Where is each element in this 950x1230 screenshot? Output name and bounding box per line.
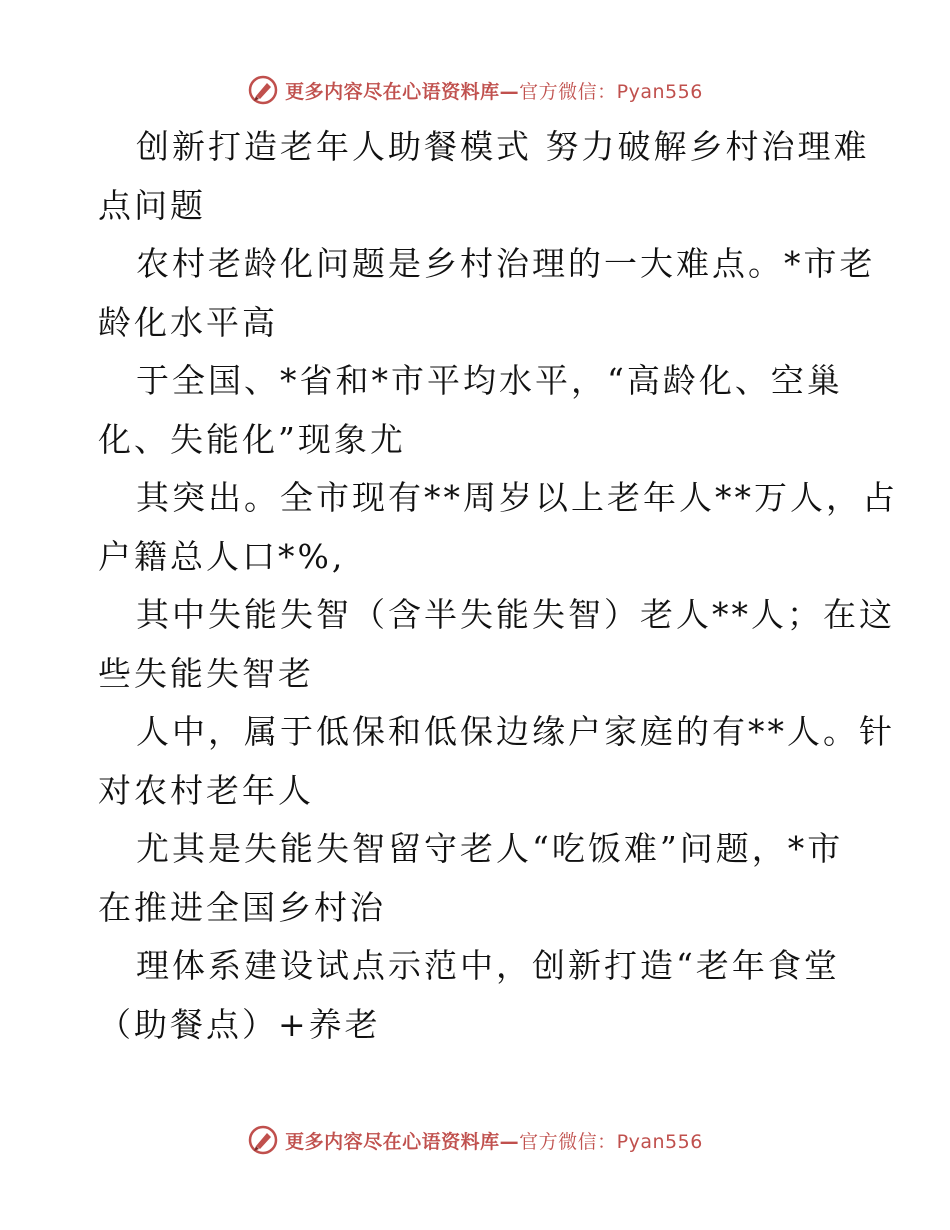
header-watermark	[0, 72, 950, 108]
watermark-text: 更多内容尽在心语资料库—官方微信：Pyan556	[285, 1130, 703, 1153]
doc-line: 于全国、*省和*市平均水平，“高龄化、空巢	[136, 361, 843, 400]
doc-line: 龄化水平高	[98, 302, 278, 342]
doc-line: 对农村老年人	[98, 770, 314, 810]
doc-line: 化、失能化”现象尤	[98, 419, 406, 459]
watermark-text: 更多内容尽在心语资料库—官方微信：Pyan556	[285, 80, 703, 103]
doc-line: 农村老龄化问题是乡村治理的一大难点。*市老	[136, 244, 876, 283]
doc-line: 户籍总人口*%,	[98, 536, 346, 576]
footer-watermark	[0, 1122, 950, 1158]
pen-logo-icon	[247, 1124, 279, 1156]
doc-line: 在推进全国乡村治	[98, 887, 386, 927]
pen-logo-icon	[247, 74, 279, 106]
doc-line: （助餐点）+养老	[98, 1004, 381, 1044]
doc-title-line-1: 创新打造老年人助餐模式 努力破解乡村治理难	[136, 127, 870, 166]
doc-line: 些失能失智老	[98, 653, 314, 693]
doc-line: 其中失能失智（含半失能失智）老人**人；在这	[136, 595, 895, 634]
document-body	[98, 118, 898, 1054]
doc-line: 人中，属于低保和低保边缘户家庭的有**人。针	[136, 712, 895, 751]
doc-line: 其突出。全市现有**周岁以上老年人**万人，占	[136, 478, 898, 517]
doc-line: 理体系建设试点示范中，创新打造“老年食堂	[136, 946, 840, 985]
doc-title-line-2: 点问题	[98, 185, 206, 225]
doc-line: 尤其是失能失智留守老人“吃饭难”问题，*市	[136, 829, 844, 868]
